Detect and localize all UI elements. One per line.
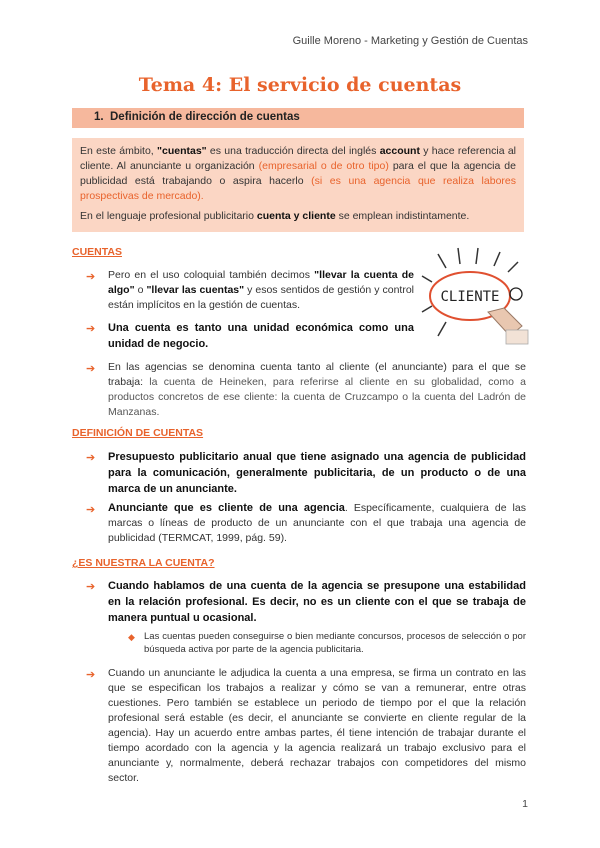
arrow-bullet: ➔ xyxy=(86,581,96,593)
nuestra-item-2: Cuando un anunciante le adjudica la cuenta a una empresa, se firma un contrato en las que se especifican los trabajos a realizar y cómo se van a remunerar, entre otras cuestiones. Pero también se establece un periodo de tiempo por el que la relación profesional será estable (es decir, el anunciante se convierte en cliente regular de la agencia). Hay un acuerdo entre ambas partes, él tiene intención de trabajar durante el tiempo acordado con la agencia y la agencia realizará un trabajo exclusivo para el anunciante y, normalmente, deberá rechazar trabajos con competidores del mismo sector. xyxy=(108,667,526,784)
section-number: 1. xyxy=(94,111,104,123)
arrow-bullet: ➔ xyxy=(86,669,96,681)
arrow-bullet: ➔ xyxy=(86,504,96,516)
heading-cuentas: CUENTAS xyxy=(72,246,122,258)
cliente-illustration xyxy=(418,246,530,346)
cliente-image-text: CLIENTE xyxy=(440,289,500,305)
definicion-item-1: Presupuesto publicitario anual que tiene asignado una agencia de publicidad para la comunicación, generalmente publicitaria, de un producto o de una marca de un anunciante. xyxy=(108,451,526,495)
section-title: Definición de dirección de cuentas xyxy=(110,111,300,123)
arrow-bullet: ➔ xyxy=(86,452,96,464)
definicion-item-2: Anunciante que es cliente de una agencia. Específicamente, cualquiera de las marcas o líneas de producto de un anunciante con el que trabaja una agencia de publicidad (TERMCAT, 1999, pág. 59). xyxy=(108,502,526,544)
definition-box xyxy=(72,138,524,232)
cuentas-item-2: Una cuenta es tanto una unidad económica como una unidad de negocio. xyxy=(108,322,414,350)
box-paragraph-2: En el lenguaje profesional publicitario cuenta y cliente se emplean indistintamente. xyxy=(80,210,470,222)
diamond-bullet: ◆ xyxy=(128,632,135,642)
section-bar xyxy=(72,108,524,128)
heading-nuestra: ¿ES NUESTRA LA CUENTA? xyxy=(72,557,215,569)
cliente-drawing-icon xyxy=(418,246,530,346)
box-paragraph-1: En este ámbito, "cuentas" es una traducción directa del inglés account y hace referencia al cliente. Al anunciante u organización (empresarial o de otro tipo) para el que la agencia de publicidad está trabajando o aspira hacerlo (si es una agencia que realiza labores prospectivas de mercado). xyxy=(80,145,517,202)
heading-definicion: DEFINICIÓN DE CUENTAS xyxy=(72,427,204,439)
page-number: 1 xyxy=(522,798,528,810)
arrow-bullet: ➔ xyxy=(86,323,96,335)
nuestra-item-1: Cuando hablamos de una cuenta de la agencia se presupone una estabilidad en la relación profesional. Es decir, no es un cliente con el que se trabaja de manera puntual u ocasional. xyxy=(108,580,526,624)
cuentas-item-3: En las agencias se denomina cuenta tanto al cliente (el anunciante) para el que se trabaja: la cuenta de Heineken, para referirse al cliente en su globalidad, como a productos concretos de ese cliente: la cuenta de Cruzcampo o la cuenta del Ladrón de Manzanas. xyxy=(108,361,526,418)
arrow-bullet: ➔ xyxy=(86,363,96,375)
cuentas-item-1: Pero en el uso coloquial también decimos "llevar la cuenta de algo" o "llevar las cuentas" y esos sentidos de gestión y control están implícitos en la gestión de cuentas. xyxy=(108,269,415,311)
page-header: Guille Moreno - Marketing y Gestión de Cuentas xyxy=(292,35,528,47)
nuestra-sub-item-1: Las cuentas pueden conseguirse o bien mediante concursos, procesos de selección o por búsqueda activa por parte de la agencia publicitaria. xyxy=(144,631,526,655)
page-title: Tema 4: El servicio de cuentas xyxy=(138,74,462,96)
arrow-bullet: ➔ xyxy=(86,271,96,283)
